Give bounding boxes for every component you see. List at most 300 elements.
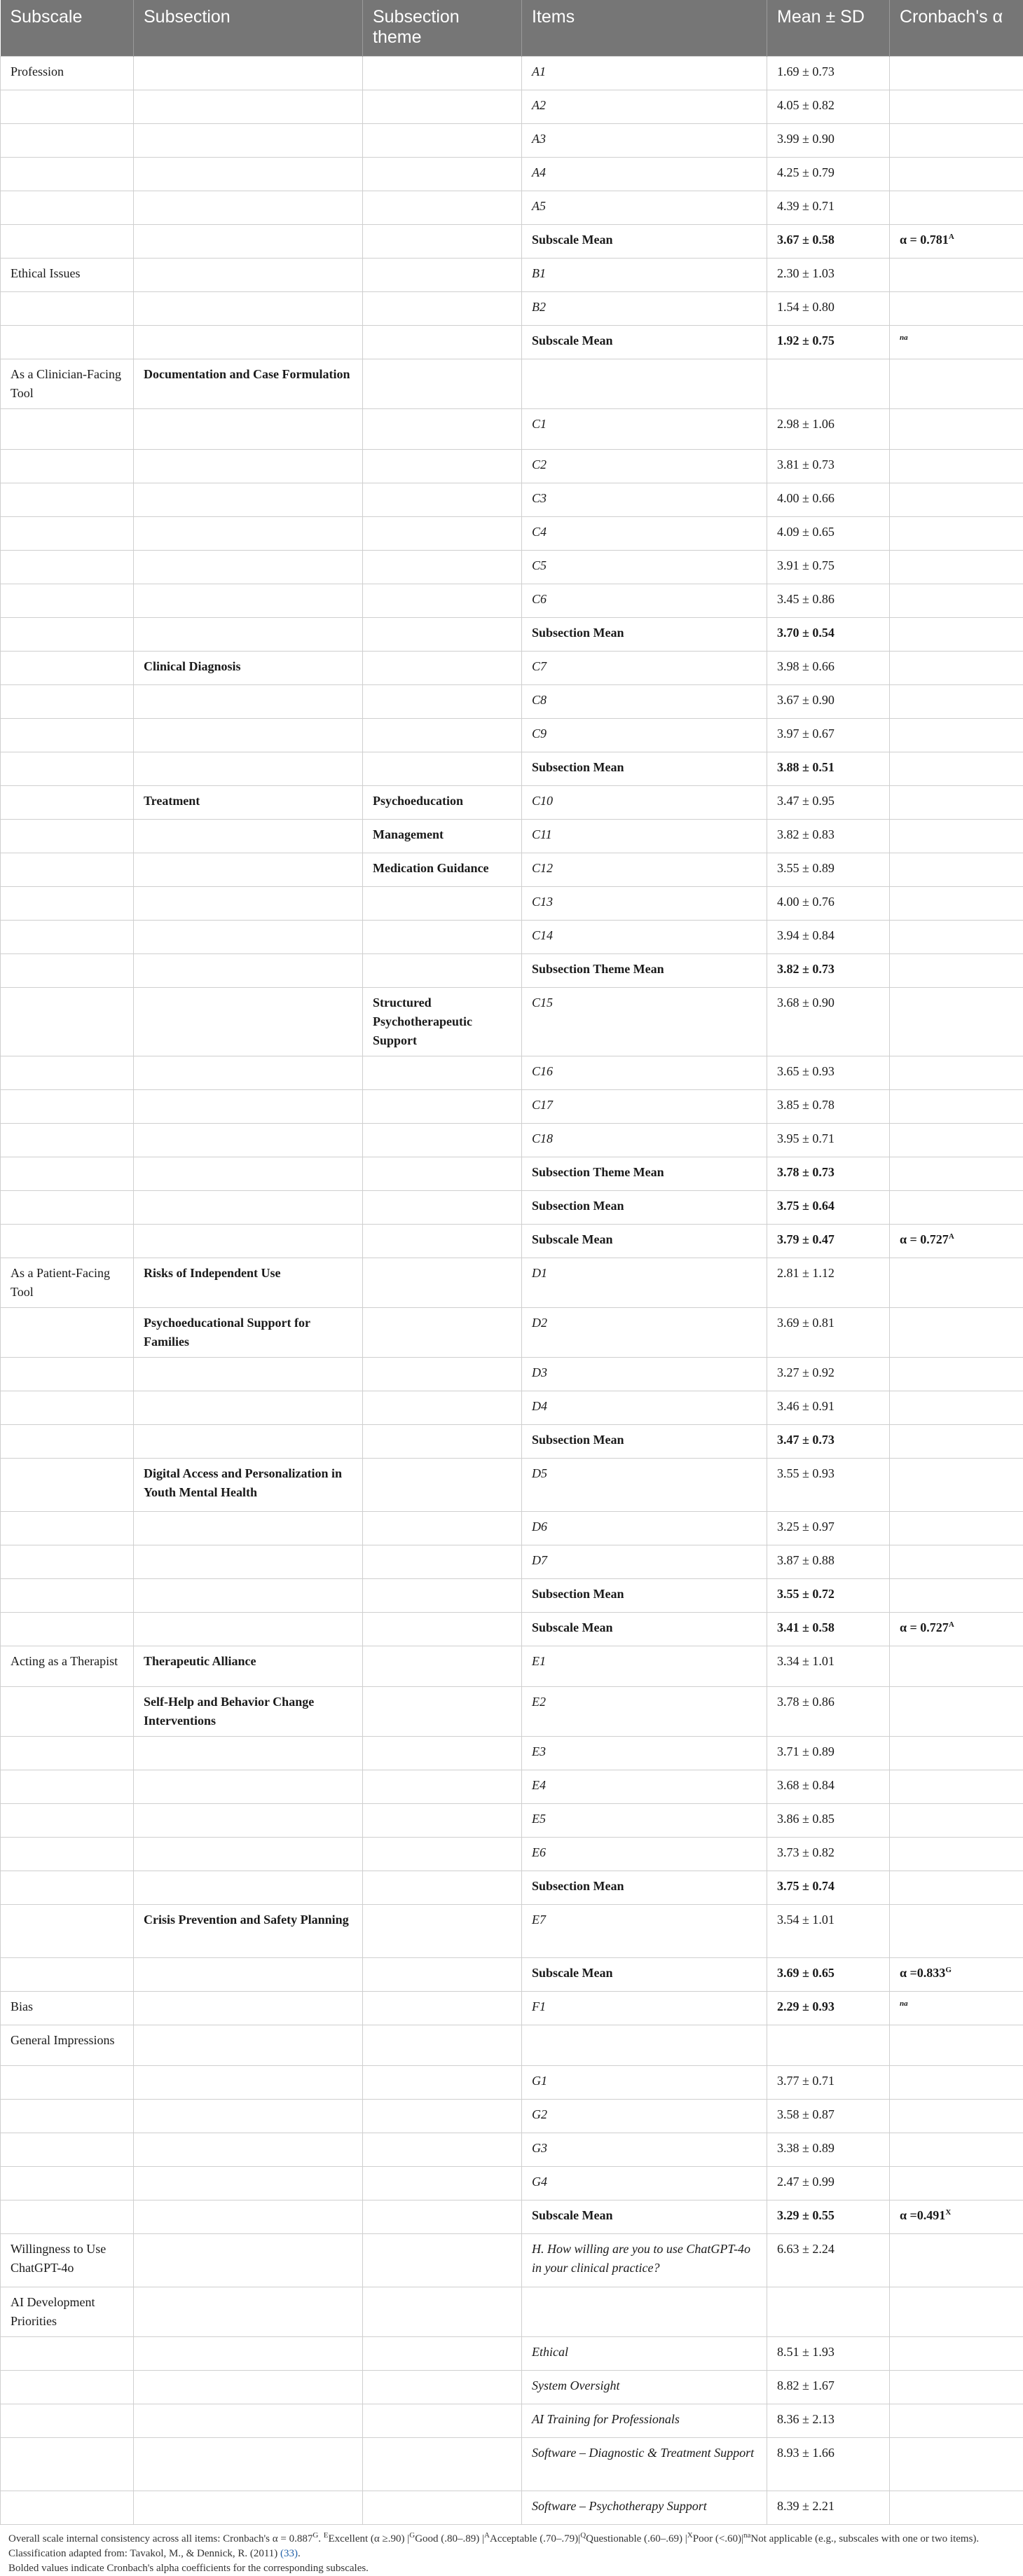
cell-mean-sd: 2.47 ± 0.99 bbox=[767, 2166, 890, 2200]
cell-mean-sd: 3.68 ± 0.84 bbox=[767, 1770, 890, 1803]
cell-item: AI Training for Professionals bbox=[522, 2404, 767, 2437]
cell-item: F1 bbox=[522, 1991, 767, 2025]
cell-cronbach-alpha bbox=[890, 2025, 1023, 2065]
cell-mean-sd: 8.39 ± 2.21 bbox=[767, 2491, 890, 2524]
header-mean-sd: Mean ± SD bbox=[767, 0, 890, 56]
footnote-text: Acceptable (.70–.79)| bbox=[490, 2533, 580, 2544]
cell-item: Subsection Mean bbox=[522, 752, 767, 785]
cell-mean-sd: 4.09 ± 0.65 bbox=[767, 516, 890, 550]
cell-subsection bbox=[134, 1089, 363, 1123]
table-row bbox=[1, 1770, 1023, 1803]
table-row bbox=[1, 2065, 1023, 2099]
cell-subsection bbox=[134, 2437, 363, 2491]
cell-subsection-theme bbox=[363, 718, 522, 752]
cell-subscale: Bias bbox=[1, 1991, 134, 2025]
cell-item: C18 bbox=[522, 1123, 767, 1157]
cell-subsection-theme bbox=[363, 90, 522, 123]
table-row bbox=[1, 718, 1023, 752]
cell-subsection bbox=[134, 516, 363, 550]
cell-mean-sd: 3.98 ± 0.66 bbox=[767, 651, 890, 684]
cell-cronbach-alpha bbox=[890, 157, 1023, 191]
cell-subsection-theme: Structured Psychotherapeutic Support bbox=[363, 987, 522, 1056]
table-row bbox=[1, 1545, 1023, 1578]
cell-subsection-theme bbox=[363, 1190, 522, 1224]
cell-subscale bbox=[1, 2404, 134, 2437]
cell-cronbach-alpha bbox=[890, 1957, 1023, 1991]
cell-subsection bbox=[134, 1357, 363, 1391]
cell-item: B2 bbox=[522, 291, 767, 325]
cell-subsection-theme bbox=[363, 1578, 522, 1612]
cell-subscale bbox=[1, 550, 134, 584]
cell-subsection-theme bbox=[363, 651, 522, 684]
cell-cronbach-alpha bbox=[890, 1258, 1023, 1307]
cell-item bbox=[522, 2025, 767, 2065]
cell-cronbach-alpha bbox=[890, 2491, 1023, 2524]
cell-subsection bbox=[134, 224, 363, 258]
table-row bbox=[1, 1511, 1023, 1545]
table-row bbox=[1, 550, 1023, 584]
cell-subsection bbox=[134, 2099, 363, 2133]
cell-subscale bbox=[1, 224, 134, 258]
cell-cronbach-alpha bbox=[890, 2287, 1023, 2336]
cell-subsection bbox=[134, 2065, 363, 2099]
cell-cronbach-alpha bbox=[890, 359, 1023, 408]
cell-subscale bbox=[1, 408, 134, 449]
cell-subsection bbox=[134, 953, 363, 987]
footnote-line-2: Bolded values indicate Cronbach's alpha coefficients for the corresponding subscales. bbox=[8, 2561, 1015, 2576]
cell-subsection bbox=[134, 2370, 363, 2404]
cell-subscale bbox=[1, 1511, 134, 1545]
table-row bbox=[1, 1123, 1023, 1157]
alpha-value: α = 0.727 bbox=[900, 1620, 949, 1634]
cell-subsection-theme bbox=[363, 1123, 522, 1157]
cell-mean-sd: 1.69 ± 0.73 bbox=[767, 56, 890, 90]
cell-item: D4 bbox=[522, 1391, 767, 1424]
cell-cronbach-alpha bbox=[890, 1612, 1023, 1646]
table-row bbox=[1, 191, 1023, 224]
cell-subsection-theme bbox=[363, 483, 522, 516]
table-row bbox=[1, 516, 1023, 550]
cell-subsection-theme bbox=[363, 1458, 522, 1511]
footnote-text: Overall scale internal consistency across all items: Cronbach's α = 0.887 bbox=[8, 2533, 313, 2544]
cell-subsection bbox=[134, 1837, 363, 1871]
table-row bbox=[1, 2287, 1023, 2336]
cell-cronbach-alpha bbox=[890, 483, 1023, 516]
table-row bbox=[1, 2404, 1023, 2437]
cell-subscale bbox=[1, 1307, 134, 1357]
table-row bbox=[1, 123, 1023, 157]
cell-subscale bbox=[1, 953, 134, 987]
cell-item: G2 bbox=[522, 2099, 767, 2133]
cell-subsection bbox=[134, 2133, 363, 2166]
cell-mean-sd: 3.34 ± 1.01 bbox=[767, 1646, 890, 1686]
cell-subscale bbox=[1, 1458, 134, 1511]
table-row bbox=[1, 853, 1023, 886]
cell-cronbach-alpha bbox=[890, 408, 1023, 449]
header-subsection-theme: Subsection theme bbox=[363, 0, 522, 56]
cell-item: Ethical bbox=[522, 2336, 767, 2370]
cell-item: Subsection Mean bbox=[522, 1578, 767, 1612]
cell-subsection bbox=[134, 2336, 363, 2370]
table-row bbox=[1, 1904, 1023, 1957]
cell-mean-sd: 3.77 ± 0.71 bbox=[767, 2065, 890, 2099]
cell-cronbach-alpha bbox=[890, 1904, 1023, 1957]
alpha-rating-sup: A bbox=[949, 233, 954, 241]
cell-subsection bbox=[134, 2233, 363, 2287]
cell-subscale: Ethical Issues bbox=[1, 258, 134, 291]
cell-cronbach-alpha bbox=[890, 1307, 1023, 1357]
cell-mean-sd: 4.00 ± 0.66 bbox=[767, 483, 890, 516]
table-row bbox=[1, 56, 1023, 90]
cell-cronbach-alpha bbox=[890, 90, 1023, 123]
cell-subscale bbox=[1, 853, 134, 886]
cell-subsection-theme bbox=[363, 1736, 522, 1770]
cell-subsection-theme bbox=[363, 56, 522, 90]
cell-subsection bbox=[134, 1612, 363, 1646]
cell-cronbach-alpha bbox=[890, 2200, 1023, 2233]
table-row bbox=[1, 2336, 1023, 2370]
table-row bbox=[1, 1837, 1023, 1871]
cell-cronbach-alpha bbox=[890, 2437, 1023, 2491]
cell-cronbach-alpha bbox=[890, 1391, 1023, 1424]
cell-mean-sd: 3.47 ± 0.95 bbox=[767, 785, 890, 819]
table-row bbox=[1, 1458, 1023, 1511]
cell-mean-sd: 3.41 ± 0.58 bbox=[767, 1612, 890, 1646]
table-row bbox=[1, 291, 1023, 325]
cell-subscale bbox=[1, 1089, 134, 1123]
cell-item: C15 bbox=[522, 987, 767, 1056]
alpha-rating-sup: na bbox=[900, 1999, 908, 2008]
cell-subsection-theme bbox=[363, 2491, 522, 2524]
cell-cronbach-alpha bbox=[890, 516, 1023, 550]
cell-item: C16 bbox=[522, 1056, 767, 1089]
cell-item: Subscale Mean bbox=[522, 1612, 767, 1646]
cell-subscale bbox=[1, 1357, 134, 1391]
cell-item: C17 bbox=[522, 1089, 767, 1123]
cell-cronbach-alpha bbox=[890, 1424, 1023, 1458]
footnote-sup: na bbox=[743, 2531, 750, 2540]
cell-item: C7 bbox=[522, 651, 767, 684]
cell-mean-sd: 3.87 ± 0.88 bbox=[767, 1545, 890, 1578]
cell-subsection-theme bbox=[363, 752, 522, 785]
cell-subsection-theme bbox=[363, 1424, 522, 1458]
cell-subsection bbox=[134, 191, 363, 224]
cell-mean-sd: 3.67 ± 0.58 bbox=[767, 224, 890, 258]
table-row bbox=[1, 325, 1023, 359]
cell-cronbach-alpha bbox=[890, 1686, 1023, 1736]
cell-cronbach-alpha bbox=[890, 1190, 1023, 1224]
cell-item: Subsection Mean bbox=[522, 1871, 767, 1904]
cell-cronbach-alpha bbox=[890, 1837, 1023, 1871]
table-row bbox=[1, 1424, 1023, 1458]
cell-item: C3 bbox=[522, 483, 767, 516]
cell-subscale bbox=[1, 516, 134, 550]
table-row bbox=[1, 987, 1023, 1056]
cell-subscale bbox=[1, 90, 134, 123]
cell-item: Subscale Mean bbox=[522, 325, 767, 359]
cell-subsection-theme bbox=[363, 408, 522, 449]
cell-subsection bbox=[134, 123, 363, 157]
cell-item: E2 bbox=[522, 1686, 767, 1736]
cell-subsection-theme bbox=[363, 2437, 522, 2491]
cell-cronbach-alpha bbox=[890, 1458, 1023, 1511]
cell-subsection bbox=[134, 2404, 363, 2437]
cell-mean-sd: 8.36 ± 2.13 bbox=[767, 2404, 890, 2437]
cell-subscale bbox=[1, 1123, 134, 1157]
cell-cronbach-alpha bbox=[890, 651, 1023, 684]
cell-item: C14 bbox=[522, 920, 767, 953]
cell-subsection-theme bbox=[363, 359, 522, 408]
alpha-rating-sup: na bbox=[900, 333, 908, 342]
cell-item: E6 bbox=[522, 1837, 767, 1871]
cell-item: Subscale Mean bbox=[522, 1957, 767, 1991]
cell-subsection bbox=[134, 886, 363, 920]
cell-item: C12 bbox=[522, 853, 767, 886]
table-row bbox=[1, 1686, 1023, 1736]
cell-mean-sd: 3.38 ± 0.89 bbox=[767, 2133, 890, 2166]
cell-item: A5 bbox=[522, 191, 767, 224]
cell-mean-sd: 2.30 ± 1.03 bbox=[767, 258, 890, 291]
cell-subscale bbox=[1, 1391, 134, 1424]
cell-item: C2 bbox=[522, 449, 767, 483]
cell-mean-sd: 4.00 ± 0.76 bbox=[767, 886, 890, 920]
table-row bbox=[1, 408, 1023, 449]
table-row bbox=[1, 1391, 1023, 1424]
cell-cronbach-alpha bbox=[890, 56, 1023, 90]
cell-cronbach-alpha bbox=[890, 953, 1023, 987]
cell-item: G3 bbox=[522, 2133, 767, 2166]
cell-subsection bbox=[134, 1391, 363, 1424]
cell-item: G1 bbox=[522, 2065, 767, 2099]
cell-cronbach-alpha bbox=[890, 2233, 1023, 2287]
cell-subscale bbox=[1, 2065, 134, 2099]
table-row bbox=[1, 584, 1023, 617]
footnote-text: Questionable (.60–.69) | bbox=[586, 2533, 687, 2544]
cell-mean-sd bbox=[767, 2025, 890, 2065]
table-row bbox=[1, 1736, 1023, 1770]
cell-cronbach-alpha bbox=[890, 1089, 1023, 1123]
cell-cronbach-alpha bbox=[890, 1224, 1023, 1258]
cell-subscale: General Impressions bbox=[1, 2025, 134, 2065]
cell-subsection bbox=[134, 483, 363, 516]
cell-cronbach-alpha bbox=[890, 224, 1023, 258]
footnote-text: Good (.80–.89) | bbox=[415, 2533, 484, 2544]
cell-subsection bbox=[134, 2491, 363, 2524]
cell-mean-sd: 3.78 ± 0.86 bbox=[767, 1686, 890, 1736]
alpha-rating-sup: A bbox=[949, 1620, 954, 1629]
cell-subsection-theme bbox=[363, 1511, 522, 1545]
table-row bbox=[1, 2133, 1023, 2166]
cell-subsection bbox=[134, 819, 363, 853]
cell-mean-sd: 3.91 ± 0.75 bbox=[767, 550, 890, 584]
cell-subscale bbox=[1, 987, 134, 1056]
cell-item: C1 bbox=[522, 408, 767, 449]
cell-item: C13 bbox=[522, 886, 767, 920]
cell-subsection-theme bbox=[363, 1686, 522, 1736]
cell-item: Subsection Theme Mean bbox=[522, 953, 767, 987]
cell-item: C9 bbox=[522, 718, 767, 752]
table-row bbox=[1, 2200, 1023, 2233]
table-row bbox=[1, 920, 1023, 953]
cell-mean-sd bbox=[767, 2287, 890, 2336]
footnote-text: . bbox=[298, 2548, 301, 2559]
cell-subsection-theme bbox=[363, 1391, 522, 1424]
cell-subsection bbox=[134, 2200, 363, 2233]
cell-mean-sd: 3.85 ± 0.78 bbox=[767, 1089, 890, 1123]
cell-subscale: Profession bbox=[1, 56, 134, 90]
cell-subsection-theme bbox=[363, 1357, 522, 1391]
cell-subsection-theme bbox=[363, 684, 522, 718]
cell-subscale bbox=[1, 1545, 134, 1578]
cell-subsection bbox=[134, 1511, 363, 1545]
cell-mean-sd: 3.25 ± 0.97 bbox=[767, 1511, 890, 1545]
cell-subscale bbox=[1, 1871, 134, 1904]
cell-cronbach-alpha bbox=[890, 1991, 1023, 2025]
cell-subsection bbox=[134, 1803, 363, 1837]
cell-subscale bbox=[1, 2133, 134, 2166]
header-subsection: Subsection bbox=[134, 0, 363, 56]
cell-item: E5 bbox=[522, 1803, 767, 1837]
cell-item: Subscale Mean bbox=[522, 1224, 767, 1258]
cell-subscale bbox=[1, 819, 134, 853]
cell-subscale bbox=[1, 191, 134, 224]
cell-subsection bbox=[134, 1224, 363, 1258]
footnote-sup: G bbox=[409, 2531, 415, 2540]
cell-cronbach-alpha bbox=[890, 1123, 1023, 1157]
cell-item: A4 bbox=[522, 157, 767, 191]
cell-mean-sd: 3.69 ± 0.81 bbox=[767, 1307, 890, 1357]
cell-subscale bbox=[1, 617, 134, 651]
cell-subsection-theme bbox=[363, 1991, 522, 2025]
footnote-sup: A bbox=[484, 2531, 490, 2540]
cell-subsection: Psychoeducational Support for Families bbox=[134, 1307, 363, 1357]
cell-subscale bbox=[1, 1424, 134, 1458]
table-row bbox=[1, 1578, 1023, 1612]
cell-subsection-theme bbox=[363, 2336, 522, 2370]
table-row bbox=[1, 258, 1023, 291]
cell-mean-sd: 8.82 ± 1.67 bbox=[767, 2370, 890, 2404]
cell-subscale bbox=[1, 1056, 134, 1089]
cell-cronbach-alpha bbox=[890, 718, 1023, 752]
cell-cronbach-alpha bbox=[890, 1803, 1023, 1837]
cell-subsection bbox=[134, 1123, 363, 1157]
cell-subsection bbox=[134, 408, 363, 449]
cell-subscale bbox=[1, 2370, 134, 2404]
table-row bbox=[1, 90, 1023, 123]
cell-item: E4 bbox=[522, 1770, 767, 1803]
cell-subsection: Documentation and Case Formulation bbox=[134, 359, 363, 408]
cell-subsection-theme bbox=[363, 1871, 522, 1904]
cell-subsection bbox=[134, 1957, 363, 1991]
cell-cronbach-alpha bbox=[890, 684, 1023, 718]
cell-subsection-theme bbox=[363, 2065, 522, 2099]
cell-item: Subsection Mean bbox=[522, 1190, 767, 1224]
cell-subsection bbox=[134, 1157, 363, 1190]
cell-subsection bbox=[134, 291, 363, 325]
cell-mean-sd: 3.95 ± 0.71 bbox=[767, 1123, 890, 1157]
cell-mean-sd: 3.55 ± 0.89 bbox=[767, 853, 890, 886]
cell-mean-sd: 8.51 ± 1.93 bbox=[767, 2336, 890, 2370]
cell-cronbach-alpha bbox=[890, 2099, 1023, 2133]
cell-item: E3 bbox=[522, 1736, 767, 1770]
cell-cronbach-alpha bbox=[890, 2404, 1023, 2437]
cell-item: A2 bbox=[522, 90, 767, 123]
cell-subsection bbox=[134, 56, 363, 90]
cell-item: C6 bbox=[522, 584, 767, 617]
cell-mean-sd: 6.63 ± 2.24 bbox=[767, 2233, 890, 2287]
cell-cronbach-alpha bbox=[890, 1056, 1023, 1089]
alpha-value: α =0.491 bbox=[900, 2208, 945, 2222]
cell-cronbach-alpha bbox=[890, 191, 1023, 224]
cell-mean-sd: 2.29 ± 0.93 bbox=[767, 1991, 890, 2025]
cell-mean-sd: 3.73 ± 0.82 bbox=[767, 1837, 890, 1871]
cell-item: A1 bbox=[522, 56, 767, 90]
cell-subsection: Crisis Prevention and Safety Planning bbox=[134, 1904, 363, 1957]
cell-subsection-theme bbox=[363, 1837, 522, 1871]
cell-subsection: Digital Access and Personalization in Youth Mental Health bbox=[134, 1458, 363, 1511]
table-row bbox=[1, 2099, 1023, 2133]
cell-cronbach-alpha bbox=[890, 1545, 1023, 1578]
cell-subsection-theme bbox=[363, 449, 522, 483]
cell-subsection bbox=[134, 1190, 363, 1224]
cell-cronbach-alpha bbox=[890, 617, 1023, 651]
cell-subsection-theme bbox=[363, 2133, 522, 2166]
footnote-sup: G bbox=[313, 2531, 318, 2540]
cell-item: Subsection Theme Mean bbox=[522, 1157, 767, 1190]
cell-item: Software – Diagnostic & Treatment Support bbox=[522, 2437, 767, 2491]
cell-subsection-theme bbox=[363, 1957, 522, 1991]
cell-subsection-theme: Psychoeducation bbox=[363, 785, 522, 819]
cell-cronbach-alpha bbox=[890, 752, 1023, 785]
cell-cronbach-alpha bbox=[890, 819, 1023, 853]
table-row bbox=[1, 2166, 1023, 2200]
cell-mean-sd: 3.88 ± 0.51 bbox=[767, 752, 890, 785]
table-row bbox=[1, 1056, 1023, 1089]
cell-subsection bbox=[134, 1770, 363, 1803]
cell-subsection-theme bbox=[363, 617, 522, 651]
table-row bbox=[1, 449, 1023, 483]
table-row bbox=[1, 752, 1023, 785]
cell-subscale bbox=[1, 2437, 134, 2491]
cell-subscale bbox=[1, 1957, 134, 1991]
cell-subsection-theme bbox=[363, 191, 522, 224]
cell-item: C4 bbox=[522, 516, 767, 550]
table-row bbox=[1, 1871, 1023, 1904]
cell-item: D5 bbox=[522, 1458, 767, 1511]
cell-subscale bbox=[1, 2166, 134, 2200]
cell-subsection bbox=[134, 684, 363, 718]
cell-subsection: Therapeutic Alliance bbox=[134, 1646, 363, 1686]
cell-subscale bbox=[1, 1904, 134, 1957]
table-row bbox=[1, 359, 1023, 408]
cell-mean-sd: 3.71 ± 0.89 bbox=[767, 1736, 890, 1770]
cell-subsection-theme bbox=[363, 1770, 522, 1803]
cell-subsection bbox=[134, 987, 363, 1056]
table-header-row bbox=[1, 0, 1023, 56]
cell-mean-sd: 3.54 ± 1.01 bbox=[767, 1904, 890, 1957]
cell-mean-sd: 3.65 ± 0.93 bbox=[767, 1056, 890, 1089]
cell-subscale bbox=[1, 2336, 134, 2370]
cell-subsection bbox=[134, 752, 363, 785]
cell-subsection: Self-Help and Behavior Change Interventions bbox=[134, 1686, 363, 1736]
cell-subscale bbox=[1, 920, 134, 953]
cell-mean-sd: 3.81 ± 0.73 bbox=[767, 449, 890, 483]
cell-subsection-theme bbox=[363, 1646, 522, 1686]
cell-item: E1 bbox=[522, 1646, 767, 1686]
cell-subscale bbox=[1, 684, 134, 718]
citation-link[interactable]: (33) bbox=[280, 2548, 298, 2559]
cell-subsection-theme bbox=[363, 550, 522, 584]
